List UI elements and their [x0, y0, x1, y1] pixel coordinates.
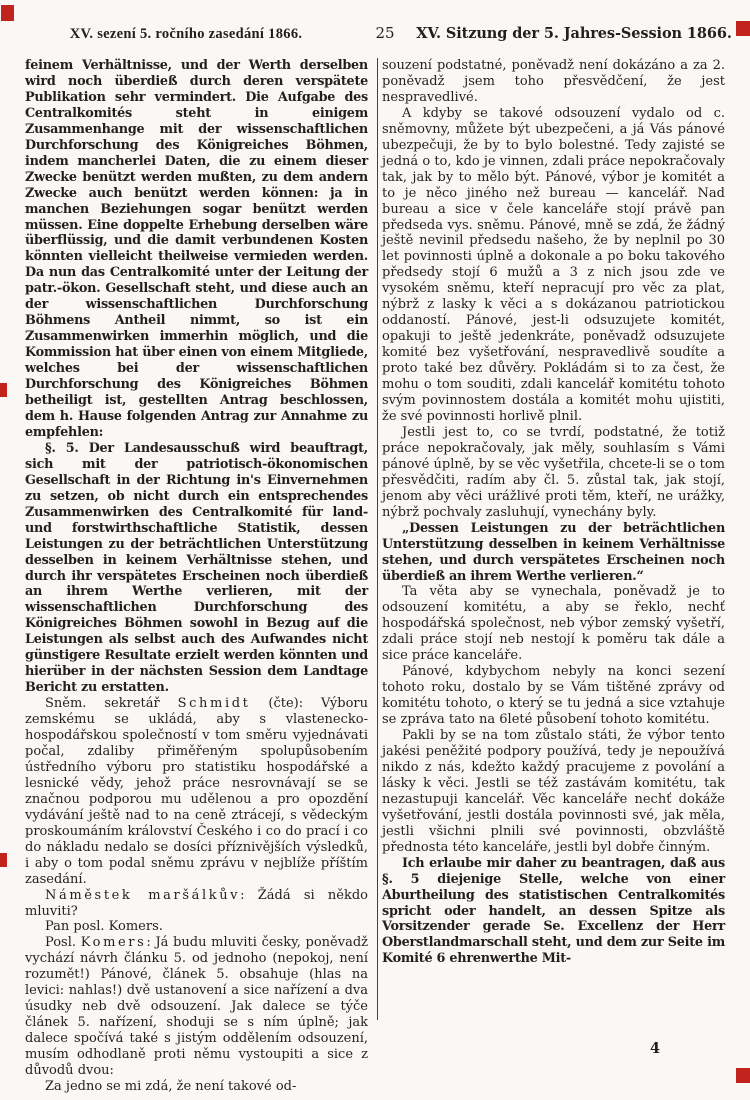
- paragraph: Za jedno se mi zdá, že není takové od-: [45, 1079, 297, 1094]
- paragraph: souzení podstatné, poněvadž není dokázáno a za 2. poněvadž jsem toho přesvědčení, že jest nespravedlivé.: [382, 58, 725, 105]
- left-column: [25, 58, 374, 1095]
- text-run: Sněm. sekretář: [45, 696, 178, 712]
- paragraph: [25, 696, 368, 887]
- paragraph: Pakli by se na tom zůstalo státi, že výbor tento jakési peněžité podpory používá, tedy je nepoužívá nikdo z nás, kdežto každý pracujeme z povolání a lásky k věci. Jestli se též zastávám komitétu, tak nezastupuji kancelář. Věc kanceláře nechť dokáže vyšetřování, jestli dostála povinnosti své, jak měla, jestli všichni plnili své povinnosti, obzvláště přednosta této kanceláře, jestli byl dobře činným.: [382, 728, 725, 855]
- paragraph: §. 5. Der Landesausschuß wird beauftragt, sich mit der patriotisch-ökonomischen Gesellschaft in der Richtung in's Einvernehmen zu setzen, ob nicht durch ein entsprechendes Zusammenwirken des Centralkomité für land- und forstwirthschaftliche Statistik, dessen Leistungen zu der beträchtlichen Unterstützung desselben in keinem Verhältnisse stehen, und durch ihr verspätetes Erscheinen noch überdieß an ihrem Werthe verlieren, mit der wissenschaftlichen Durchforschung des Königreiches Böhmen sowohl in Bezug auf die Leistungen als selbst auch des Aufwandes nicht günstigere Resultate erzielt werden könnten und hierüber in der nächsten Session dem Landtage Bericht zu erstatten.: [25, 440, 368, 696]
- speaker-name: Náměstek maršálkův: [45, 887, 241, 903]
- scan-mark-bottom-right: [736, 1068, 750, 1083]
- paragraph: Jestli jest to, co se tvrdí, podstatné, že totiž práce nepokračovaly, jak měly, souhlasím s Vámi pánové úplně, by se věc vyšetřila, chcete-li se o tom přesvědčiti, radím aby čl. 5. zůstal tak, jak stojí, jenom aby věci urážlivé proti těm, kteří, ne urážky, nýbrž pochvaly zasluhují, vynechány byly.: [382, 424, 725, 520]
- paragraph: A kdyby se takové odsouzení vydalo od c. sněmovny, můžete být ubezpečeni, a já Vás pánové ubezpečuji, že by to bylo bolestné. Tedy zajisté se jedná o to, kdo je vinnen, zdali práce nepokračovaly tak, jak by to mělo být. Pánové, výbor je komitét a to je něco jiného než bureau — kancelář. Nad bureau a sice v čele kanceláře stojí právě pan předseda vys. sněmu. Pánové, mně se zdá, že žádný ještě nevinil předsedu našeho, že by neplnil po 30 let povinnosti úplně a dokonale a po boku takového předsedy stojí 6 mužů a 3 z nich jsou zde ve vysokém sněmu, kteří nepracují pro věc za plat, nýbrž z lasky k věci a s dokázanou patriotickou oddaností. Pánové, jest-li odsuzujete komitét, opakuji to ještě jedenkráte, poněvadž odsuzujete komité bez vyšetřování, nespravedlivě soudíte a proto také bez důvěry. Pokládám si to za čest, že mohu o tom souditi, zdali kancelář komitétu tohoto svým povinnostem dostála a komitét mohu ujistiti, že své povinnosti horlivě plnil.: [382, 105, 725, 424]
- text-run: : Žádá si někdo mluviti?: [25, 887, 368, 919]
- text-run: : Já budu mluviti česky, poněvadž vychází návrh článku 5. od jednoho (nepokoj, není rozumět!) Pánové, článek 5. obsahuje (hlas na levici: nahlas!) dvě ustanovení a sice nařízení a dva úsudky neb dvě odsouzení. Jak dalece se týče článek 5. nařízení, shoduji se s ním úplně; jak dalece spočívá také s jistým oddělením odsouzení, musím odhodlaně proti němu vystoupiti a sice z důvodů dvou:: [25, 935, 368, 1079]
- paragraph: feinem Verhältnisse, und der Werth derselben wird noch überdieß durch deren verspätete Publikation sehr vermindert. Die Aufgabe des Centralkomités steht in einigem Zusammenhange mit der wissenschaftlichen Durchforschung des Königreiches Böhmen, indem mancherlei Daten, die zu einem dieser Zwecke benützt werden mußten, zu dem andern Zwecke auch benützt werden können: ja in manchen Beziehungen sogar benützt werden müssen. Eine doppelte Erhebung derselben wäre überflüssig, und die damit verbundenen Kosten könnten vielleicht theilweise vermieden werden. Da nun das Centralkomité unter der Leitung der patr.-ökon. Gesellschaft steht, und diese auch an der wissenschaftlichen Durchforschung Böhmens Antheil nimmt, so ist ein Zusammenwirken immerhin möglich, und die Kommission hat über einen von einem Mitgliede, welches bei der wissenschaftlichen Durchforschung des Königreiches Böhmen betheiligt ist, gestellten Antrag beschlossen, dem h. Hause folgenden Antrag zur Annahme zu empfehlen:: [25, 58, 368, 440]
- paragraph: „Dessen Leistungen zu der beträchtlichen Unterstützung desselben in keinem Verhältnisse stehen, und durch verspätetes Erscheinen noch überdieß an ihrem Werthe verlieren.“: [382, 520, 725, 584]
- header-title-german: XV. Sitzung der 5. Jahres-Session 1866.: [416, 25, 732, 42]
- header-title-czech: XV. sezení 5. ročního zasedání 1866.: [69, 26, 303, 42]
- paragraph: Ta věta aby se vynechala, poněvadž je to odsouzení komitétu, a aby se řeklo, nechť hospodářská společnost, neb výbor zemský vyšetří, zdali práce stojí neb nestojí k poměru tak dále a sice práce kanceláře.: [382, 584, 725, 664]
- page-header: [0, 24, 750, 43]
- speaker-name: Komers: [80, 935, 147, 951]
- text-run: (čte): Výboru zemskému se ukládá, aby s vlastenecko-hospodářskou společností v tom směru vyjednávati počal, zdaliby přiměřeným spolupůsobením ústředního výboru pro statistiku hospodářské a lesnické vědy, jehož práce nesrovnávají se se značnou podporou mu udělenou a pro opozdění vydávání ještě nad to na ceně ztrácejí, s vědeckým proskoumáním království Českého i co do prací i co do nákladu nedalo se dosíci příznivějších výsledků, i aby o tom podal sněmu zprávu v nejblíže příštím zasedání.: [25, 696, 368, 887]
- text-columns: [25, 58, 725, 1095]
- text-run: Posl.: [45, 935, 81, 951]
- sheet-number: 4: [650, 1040, 661, 1057]
- scan-mark-left-lower: [0, 853, 7, 867]
- paragraph: Pan posl. Komers.: [45, 919, 163, 935]
- right-column: [374, 58, 725, 1095]
- speaker-name: Schmidt: [177, 696, 251, 712]
- scan-mark-top-left: [1, 5, 14, 21]
- paragraph: [25, 888, 368, 920]
- paragraph: Pánové, kdybychom nebyly na konci sezení tohoto roku, dostalo by se Vám tištěné zprávy od komitétu tohoto, o který se tu jedná a sice vztahuje se zpráva tato na 6leté působení tohoto komitétu.: [382, 664, 725, 728]
- scan-mark-left-middle: [0, 383, 7, 397]
- page-number: 25: [375, 24, 395, 42]
- paragraph: Ich erlaube mir daher zu beantragen, daß aus §. 5 diejenige Stelle, welche von einer Aburtheilung des statistischen Centralkomités spricht oder handelt, an dessen Spitze als Vorsitzender gerade Se. Excellenz der Herr Oberstlandmarschall steht, und dem zur Seite im Komité 6 ehrenwerthe Mit-: [382, 855, 725, 967]
- paragraph: [25, 935, 368, 1079]
- scan-mark-top-right: [736, 21, 750, 36]
